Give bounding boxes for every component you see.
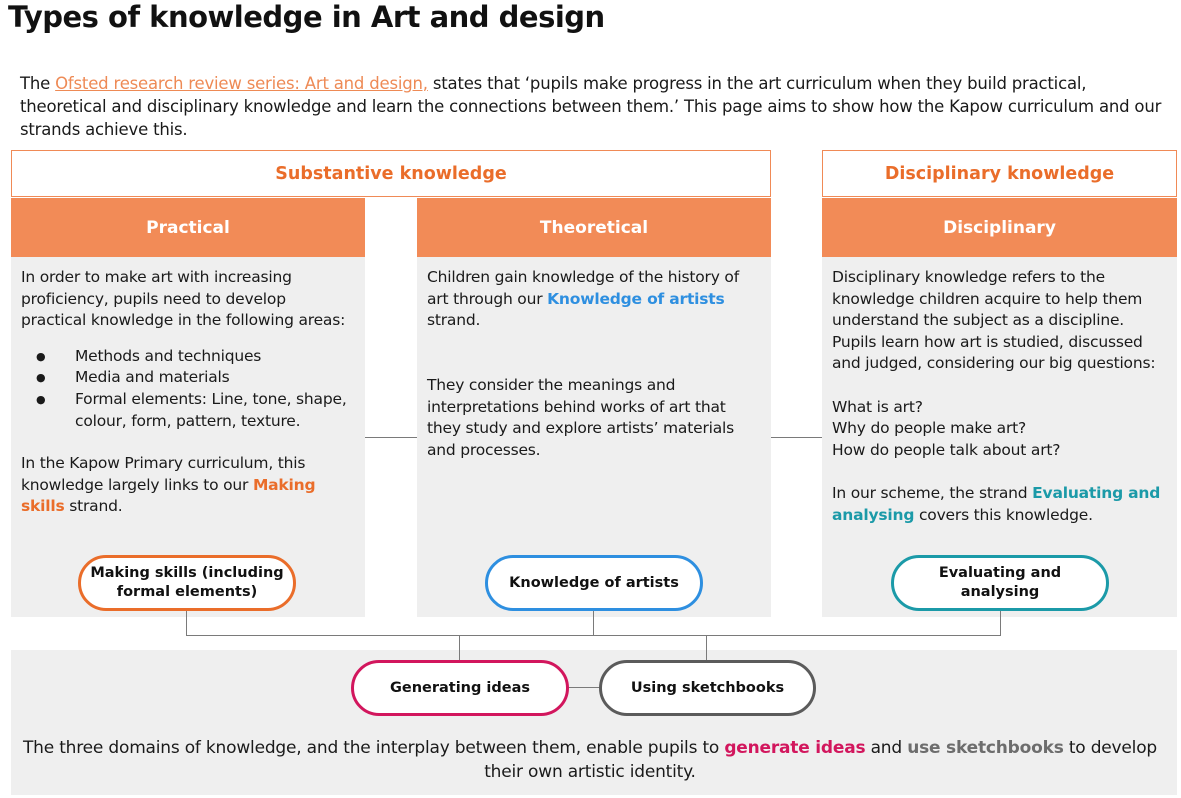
footer-text: The three domains of knowledge, and the interplay between them, enable pupils to generate ideas and use sketchbooks to develop their own artistic identity. bbox=[23, 738, 1157, 782]
ofsted-review-link[interactable]: Ofsted research review series: Art and design, bbox=[55, 74, 428, 93]
connector-line bbox=[186, 611, 187, 635]
connector-line bbox=[771, 437, 822, 438]
connector-line bbox=[1000, 611, 1001, 635]
practical-outro: In the Kapow Primary curriculum, this knowledge largely links to our Making skills strand. bbox=[21, 454, 316, 516]
big-question: How do people talk about art? bbox=[832, 440, 1061, 459]
intro-paragraph: The Ofsted research review series: Art and design, states that ‘pupils make progress in the art curriculum when they build practical, theoretical and disciplinary knowledge and learn the connections between them.’ This page aims to show how the Kapow curriculum and our strands achieve this. bbox=[20, 74, 1162, 139]
practical-intro: In order to make art with increasing proficiency, pupils need to develop practical knowledge in the following areas: bbox=[21, 268, 346, 330]
disciplinary-para-1: Disciplinary knowledge refers to the knowledge children acquire to help them understand the subject as a discipline. Pupils learn how art is studied, discussed and judged, considering our big questions: bbox=[832, 268, 1156, 373]
practical-header: Practical bbox=[11, 198, 365, 257]
big-question: What is art? bbox=[832, 397, 923, 416]
page-title: Types of knowledge in Art and design bbox=[8, 0, 605, 34]
connector-line bbox=[568, 687, 600, 688]
disciplinary-para-3: In our scheme, the strand Evaluating and analysing covers this knowledge. bbox=[832, 483, 1161, 524]
generating-ideas-pill: Generating ideas bbox=[351, 660, 569, 716]
theoretical-para-1: Children gain knowledge of the history of art through our Knowledge of artists strand. bbox=[427, 268, 739, 330]
evaluating-analysing-pill: Evaluating and analysing bbox=[891, 555, 1109, 611]
connector-line bbox=[459, 635, 460, 660]
disciplinary-knowledge-header: Disciplinary knowledge bbox=[822, 150, 1177, 197]
connector-line bbox=[365, 437, 417, 438]
connector-line bbox=[186, 635, 1001, 636]
list-item: ● Media and materials bbox=[21, 367, 355, 389]
practical-list bbox=[21, 346, 355, 432]
theoretical-para-2: They consider the meanings and interpretations behind works of art that they study and explore artists’ materials and processes. bbox=[427, 375, 735, 459]
list-item: ● Formal elements: Line, tone, shape, colour, form, pattern, texture. bbox=[21, 389, 355, 432]
big-question: Why do people make art? bbox=[832, 419, 1027, 438]
knowledge-of-artists-pill: Knowledge of artists bbox=[485, 555, 703, 611]
connector-line bbox=[593, 611, 594, 635]
theoretical-header: Theoretical bbox=[417, 198, 771, 257]
disciplinary-header: Disciplinary bbox=[822, 198, 1177, 257]
using-sketchbooks-pill: Using sketchbooks bbox=[599, 660, 816, 716]
substantive-knowledge-header: Substantive knowledge bbox=[11, 150, 771, 197]
making-skills-pill: Making skills (including formal elements) bbox=[78, 555, 296, 611]
connector-line bbox=[706, 635, 707, 660]
list-item: ● Methods and techniques bbox=[21, 346, 355, 368]
